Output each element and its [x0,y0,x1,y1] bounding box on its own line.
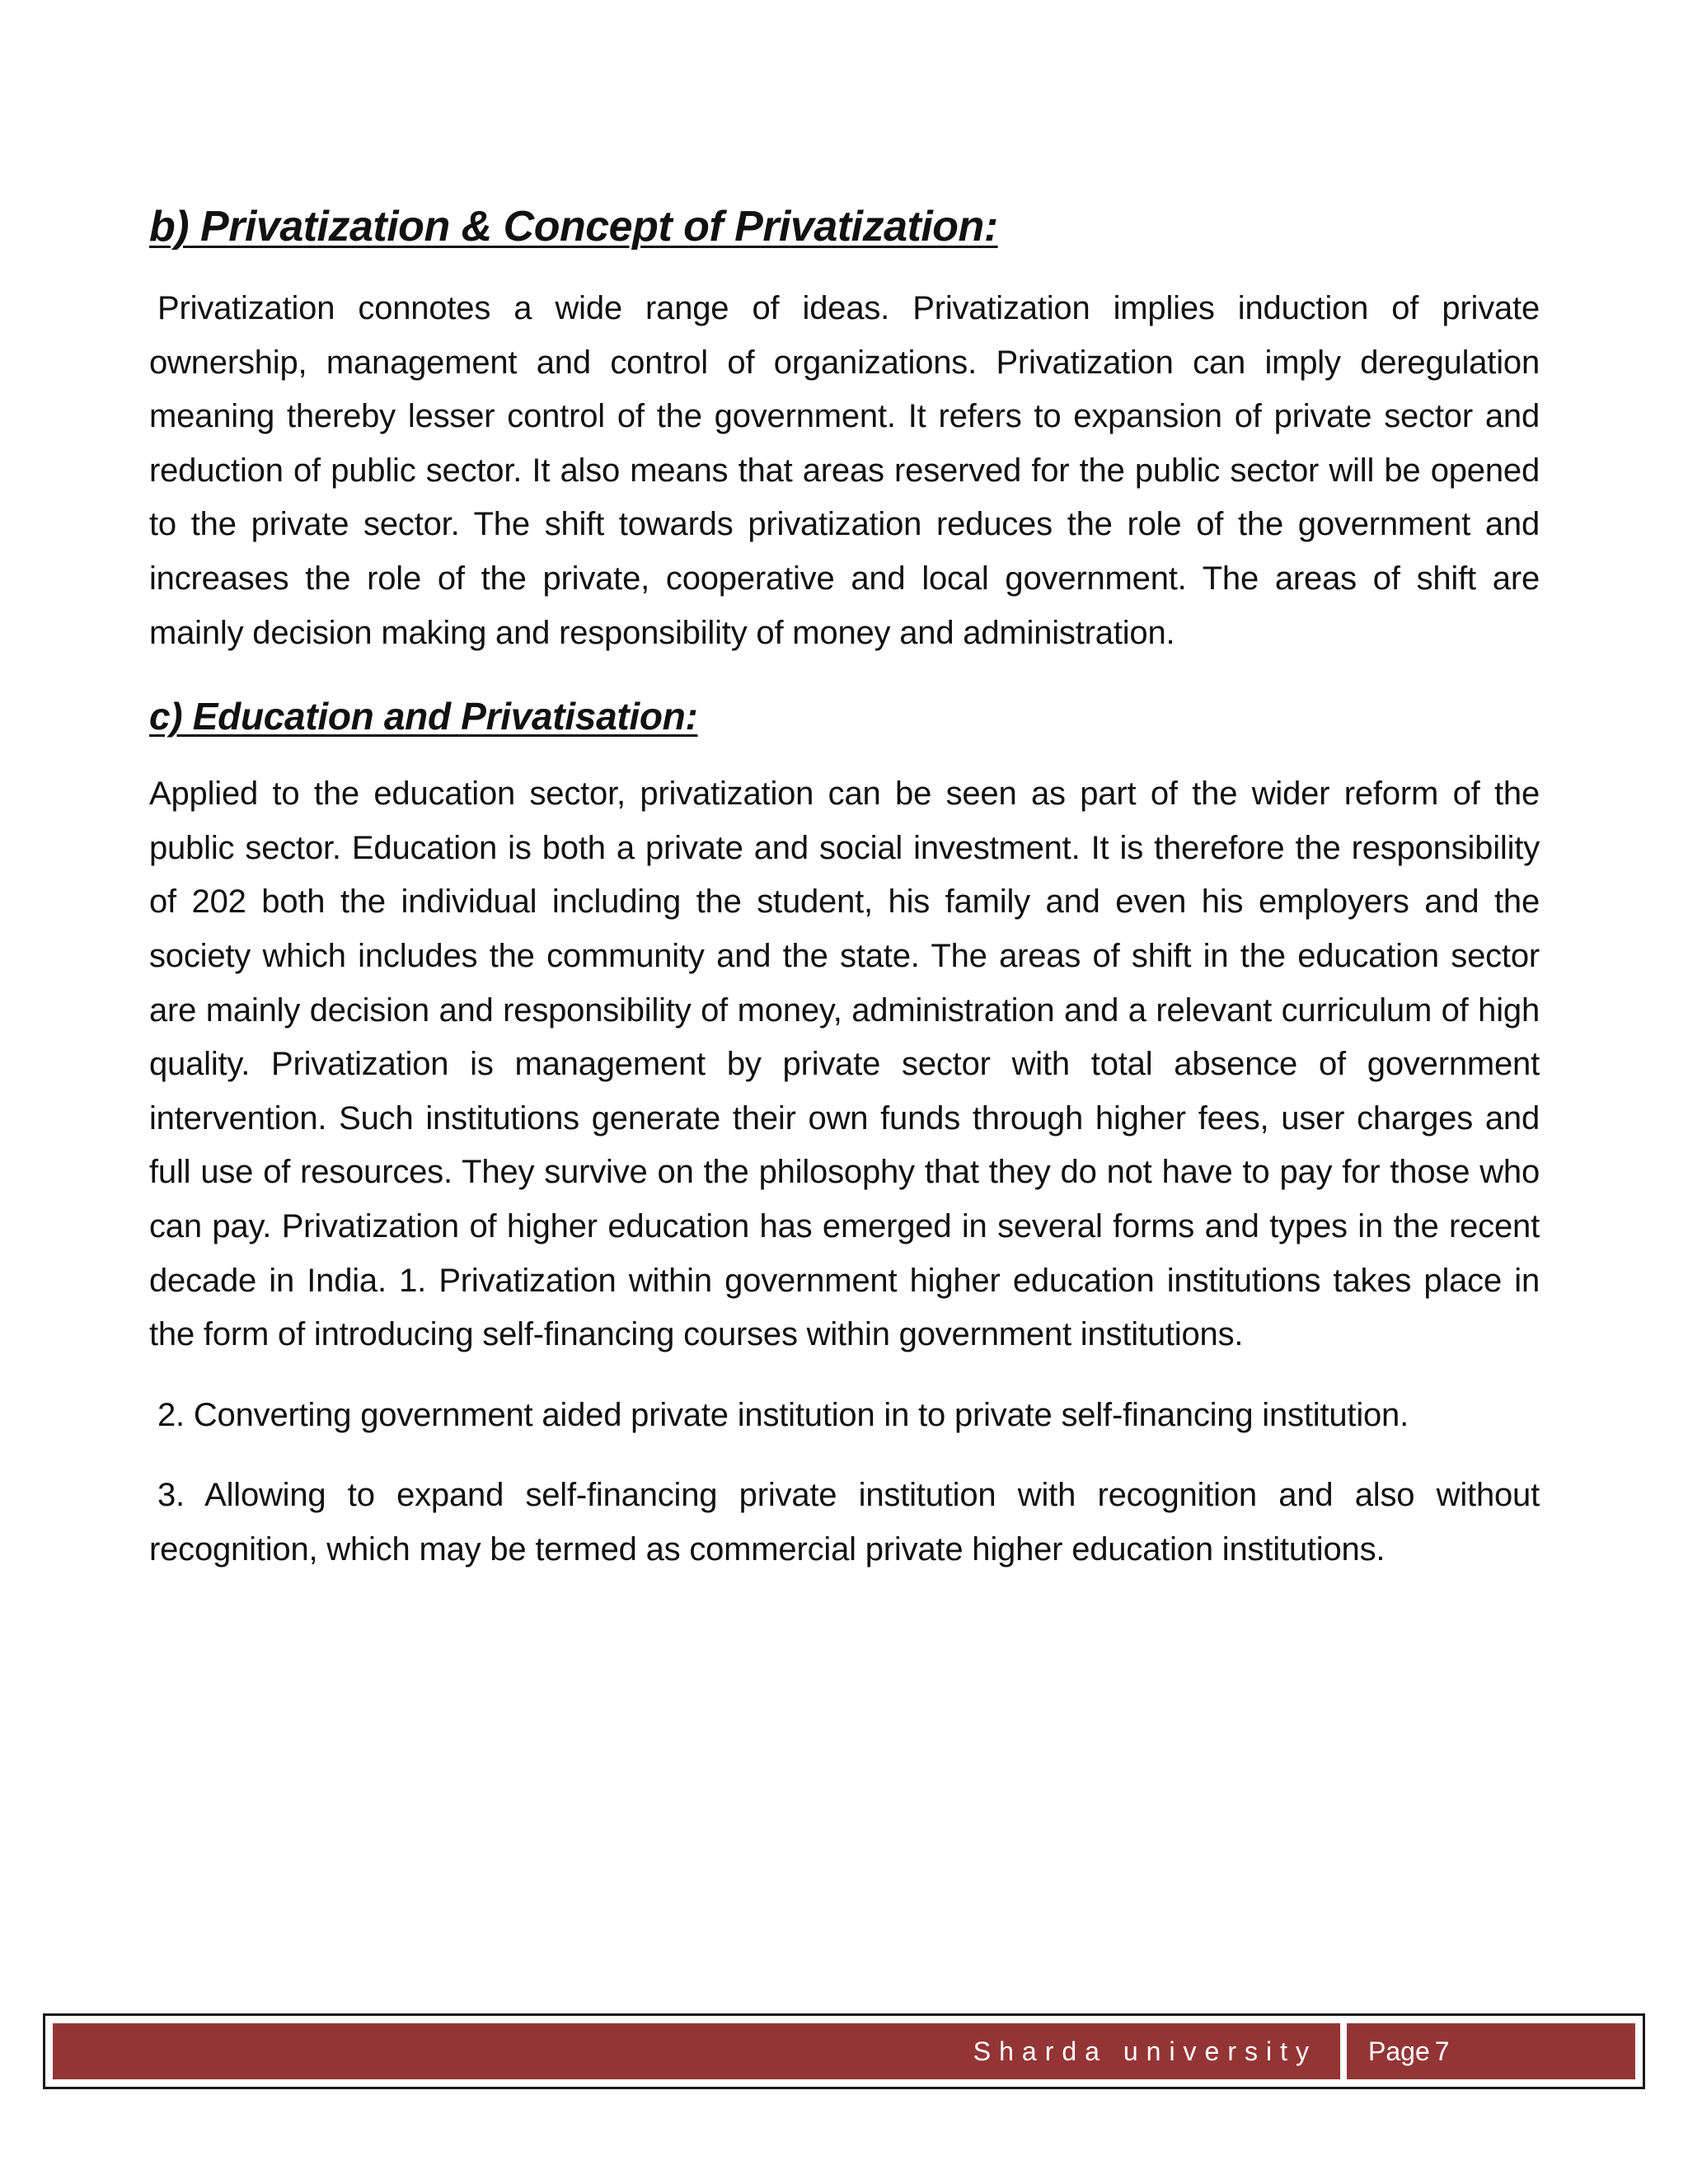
footer-divider [1340,2023,1347,2079]
page-footer [43,2013,1645,2089]
page-content [149,198,1540,1577]
list-item-point-3: 3. Allowing to expand self-financing private institution with recognition and also without recognition, which may be termed as commercial private higher education institutions. [149,1477,1540,1568]
footer-page-label: Page [1368,2036,1430,2066]
footer-band [53,2023,1635,2079]
footer-page-cell [1347,2023,1635,2079]
footer-university-cell [53,2023,1340,2079]
footer-university-name: Sharda university [973,2036,1317,2066]
section-b-paragraph: Privatization connotes a wide range of ideas. Privatization implies induction of private ownership, management and control of organizations. Privatization can imply deregulation meaning thereby lesser control of the government. It refers to expansion of private sector and reduction of public sector. It also means that areas reserved for the public sector will be opened to the private sector. The shift towards privatization reduces the role of the government and increases the role of the private, cooperative and local government. The areas of shift are mainly decision making and responsibility of money and administration. [149,290,1540,651]
list-item-point-2: 2. Converting government aided private institution in to private self-financing institution. [157,1396,1409,1433]
section-b-heading: b) Privatization & Concept of Privatization: [149,203,998,251]
section-c-paragraph: Applied to the education sector, privatization can be seen as part of the wider reform of the public sector. Education is both a private and social investment. It is therefore the responsibility of 202 both the individual including the student, his family and even his employers and the society which includes the community and the state. The areas of shift in the education sector are mainly decision and responsibility of money, administration and a relevant curriculum of high quality. Privatization is management by private sector with total absence of government intervention. Such institutions generate their own funds through higher fees, user charges and full use of resources. They survive on the philosophy that they do not have to pay for those who can pay. Privatization of higher education has emerged in several forms and types in the recent decade in India. 1. Privatization within government higher education institutions takes place in the form of introducing self-financing courses within government institutions. [149,776,1540,1353]
section-c-heading: c) Education and Privatisation: [149,695,698,738]
footer-page-number: 7 [1434,2036,1450,2066]
